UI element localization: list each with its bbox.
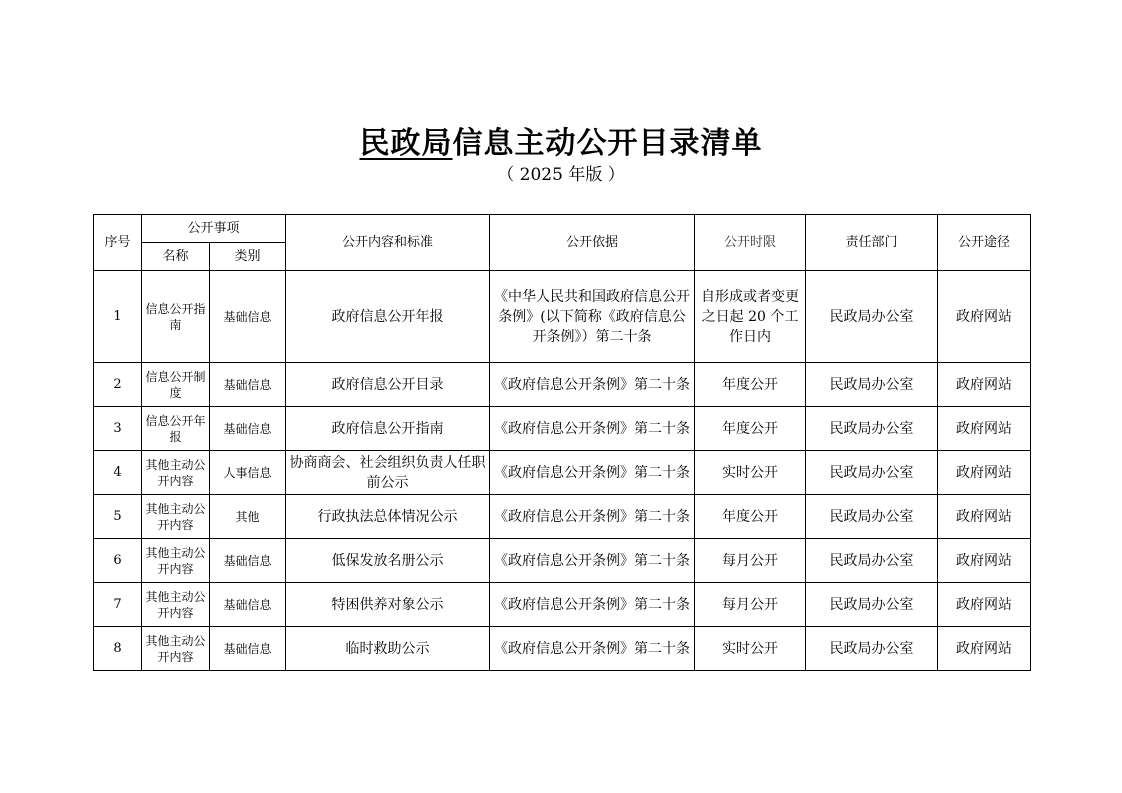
table-row bbox=[94, 539, 1031, 583]
cell-content: 低保发放名册公示 bbox=[286, 539, 490, 583]
table-header bbox=[94, 215, 1031, 271]
table-row bbox=[94, 495, 1031, 539]
cell-name: 信息公开年报 bbox=[142, 407, 210, 451]
cell-content: 协商商会、社会组织负责人任职前公示 bbox=[286, 451, 490, 495]
cell-seq: 5 bbox=[94, 495, 142, 539]
cell-content: 特困供养对象公示 bbox=[286, 583, 490, 627]
cell-time-limit: 每月公开 bbox=[695, 539, 806, 583]
cell-department: 民政局办公室 bbox=[806, 583, 938, 627]
cell-department: 民政局办公室 bbox=[806, 271, 938, 363]
table-row bbox=[94, 451, 1031, 495]
cell-category: 人事信息 bbox=[210, 451, 286, 495]
cell-basis: 《政府信息公开条例》第二十条 bbox=[490, 363, 695, 407]
cell-category: 基础信息 bbox=[210, 539, 286, 583]
cell-name: 其他主动公开内容 bbox=[142, 539, 210, 583]
cell-channel: 政府网站 bbox=[938, 407, 1031, 451]
cell-seq: 2 bbox=[94, 363, 142, 407]
cell-seq: 3 bbox=[94, 407, 142, 451]
cell-seq: 1 bbox=[94, 271, 142, 363]
cell-seq: 8 bbox=[94, 627, 142, 671]
cell-content: 政府信息公开目录 bbox=[286, 363, 490, 407]
cell-department: 民政局办公室 bbox=[806, 539, 938, 583]
cell-name: 信息公开指南 bbox=[142, 271, 210, 363]
page-title-rest: 信息主动公开目录清单 bbox=[452, 126, 763, 161]
cell-basis: 《政府信息公开条例》第二十条 bbox=[490, 495, 695, 539]
cell-category: 基础信息 bbox=[210, 627, 286, 671]
cell-content: 行政执法总体情况公示 bbox=[286, 495, 490, 539]
cell-channel: 政府网站 bbox=[938, 627, 1031, 671]
cell-seq: 6 bbox=[94, 539, 142, 583]
cell-time-limit: 实时公开 bbox=[695, 451, 806, 495]
table-row bbox=[94, 627, 1031, 671]
header-item-group: 公开事项 bbox=[142, 215, 286, 243]
cell-category: 基础信息 bbox=[210, 407, 286, 451]
cell-name: 信息公开制度 bbox=[142, 363, 210, 407]
page-title-underlined: 民政局 bbox=[359, 126, 453, 161]
cell-category: 基础信息 bbox=[210, 271, 286, 363]
cell-content: 政府信息公开年报 bbox=[286, 271, 490, 363]
table-row bbox=[94, 271, 1031, 363]
catalog-table bbox=[93, 214, 1031, 671]
header-category: 类别 bbox=[210, 243, 286, 271]
header-seq: 序号 bbox=[94, 215, 142, 271]
cell-seq: 7 bbox=[94, 583, 142, 627]
page-title bbox=[0, 118, 1122, 162]
cell-channel: 政府网站 bbox=[938, 583, 1031, 627]
header-content: 公开内容和标准 bbox=[286, 215, 490, 271]
cell-category: 基础信息 bbox=[210, 363, 286, 407]
header-time-limit: 公开时限 bbox=[695, 215, 806, 271]
cell-department: 民政局办公室 bbox=[806, 451, 938, 495]
cell-channel: 政府网站 bbox=[938, 451, 1031, 495]
cell-channel: 政府网站 bbox=[938, 539, 1031, 583]
cell-seq: 4 bbox=[94, 451, 142, 495]
cell-content: 政府信息公开指南 bbox=[286, 407, 490, 451]
table-body bbox=[94, 271, 1031, 671]
table-row bbox=[94, 363, 1031, 407]
cell-channel: 政府网站 bbox=[938, 495, 1031, 539]
cell-category: 基础信息 bbox=[210, 583, 286, 627]
cell-name: 其他主动公开内容 bbox=[142, 451, 210, 495]
cell-department: 民政局办公室 bbox=[806, 495, 938, 539]
cell-department: 民政局办公室 bbox=[806, 407, 938, 451]
header-basis: 公开依据 bbox=[490, 215, 695, 271]
cell-content: 临时救助公示 bbox=[286, 627, 490, 671]
cell-time-limit: 实时公开 bbox=[695, 627, 806, 671]
header-channel: 公开途径 bbox=[938, 215, 1031, 271]
cell-time-limit: 年度公开 bbox=[695, 363, 806, 407]
cell-basis: 《政府信息公开条例》第二十条 bbox=[490, 451, 695, 495]
cell-basis: 《政府信息公开条例》第二十条 bbox=[490, 627, 695, 671]
cell-channel: 政府网站 bbox=[938, 363, 1031, 407]
cell-name: 其他主动公开内容 bbox=[142, 495, 210, 539]
cell-basis: 《政府信息公开条例》第二十条 bbox=[490, 539, 695, 583]
cell-time-limit: 年度公开 bbox=[695, 495, 806, 539]
cell-time-limit: 自形成或者变更之日起 20 个工作日内 bbox=[695, 271, 806, 363]
table-row bbox=[94, 407, 1031, 451]
cell-basis: 《政府信息公开条例》第二十条 bbox=[490, 407, 695, 451]
cell-time-limit: 每月公开 bbox=[695, 583, 806, 627]
table-row bbox=[94, 583, 1031, 627]
cell-time-limit: 年度公开 bbox=[695, 407, 806, 451]
cell-channel: 政府网站 bbox=[938, 271, 1031, 363]
cell-name: 其他主动公开内容 bbox=[142, 627, 210, 671]
page-subtitle: （ 2025 年版 ） bbox=[497, 165, 625, 185]
cell-department: 民政局办公室 bbox=[806, 627, 938, 671]
cell-name: 其他主动公开内容 bbox=[142, 583, 210, 627]
header-department: 责任部门 bbox=[806, 215, 938, 271]
cell-department: 民政局办公室 bbox=[806, 363, 938, 407]
header-name: 名称 bbox=[142, 243, 210, 271]
cell-basis: 《中华人民共和国政府信息公开条例》(以下简称《政府信息公开条例》）第二十条 bbox=[490, 271, 695, 363]
cell-basis: 《政府信息公开条例》第二十条 bbox=[490, 583, 695, 627]
cell-category: 其他 bbox=[210, 495, 286, 539]
